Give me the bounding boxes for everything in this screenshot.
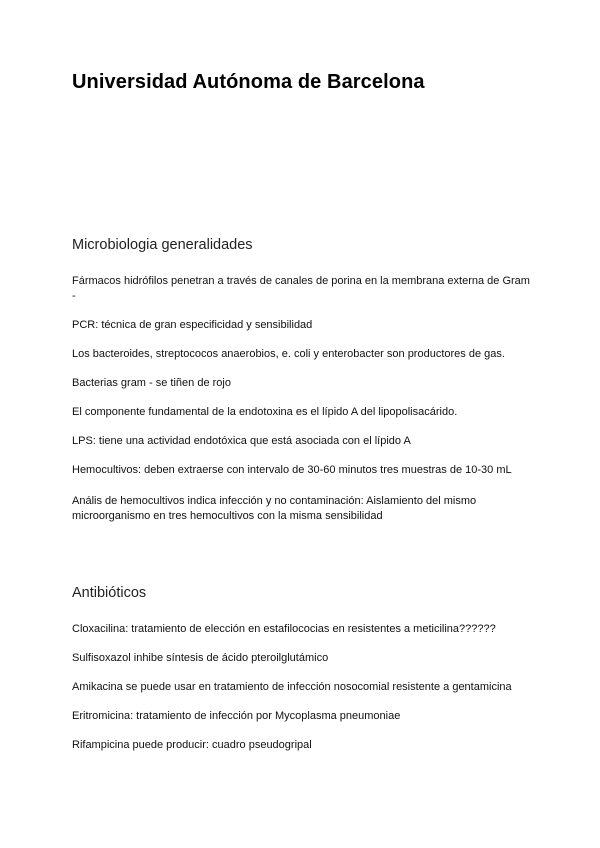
paragraph: LPS: tiene una actividad endotóxica que está asociada con el lípido A xyxy=(72,435,411,447)
paragraph: Los bacteroides, streptococos anaerobios, e. coli y enterobacter son productores de gas. xyxy=(72,348,505,360)
section-heading-antibioticos: Antibióticos xyxy=(72,585,147,601)
paragraph: Eritromicina: tratamiento de infección por Mycoplasma pneumoniae xyxy=(72,710,401,722)
paragraph: Sulfisoxazol inhibe síntesis de ácido pteroilglutámico xyxy=(72,652,329,664)
paragraph: Fármacos hidrófilos penetran a través de canales de porina en la membrana externa de Gram - xyxy=(72,275,530,302)
paragraph: Rifampicina puede producir: cuadro pseudogripal xyxy=(72,739,312,751)
paragraph: Amikacina se puede usar en tratamiento de infección nosocomial resistente a gentamicina xyxy=(72,681,512,693)
paragraph: Anális de hemocultivos indica infección y no contaminación: Aislamiento del mismo microorganismo en tres hemocultivos con la misma sensibilidad xyxy=(72,495,477,522)
document-title: Universidad Autónoma de Barcelona xyxy=(72,71,425,93)
paragraph: El componente fundamental de la endotoxina es el lípido A del lipopolisacárido. xyxy=(72,406,458,418)
section-heading-microbiologia: Microbiologia generalidades xyxy=(72,237,253,253)
paragraph: Hemocultivos: deben extraerse con intervalo de 30-60 minutos tres muestras de 10-30 mL xyxy=(72,464,512,476)
paragraph: PCR: técnica de gran especificidad y sensibilidad xyxy=(72,319,313,331)
paragraph: Cloxacilina: tratamiento de elección en estafilococias en resistentes a meticilina?????? xyxy=(72,623,496,635)
paragraph: Bacterias gram - se tiñen de rojo xyxy=(72,377,231,389)
